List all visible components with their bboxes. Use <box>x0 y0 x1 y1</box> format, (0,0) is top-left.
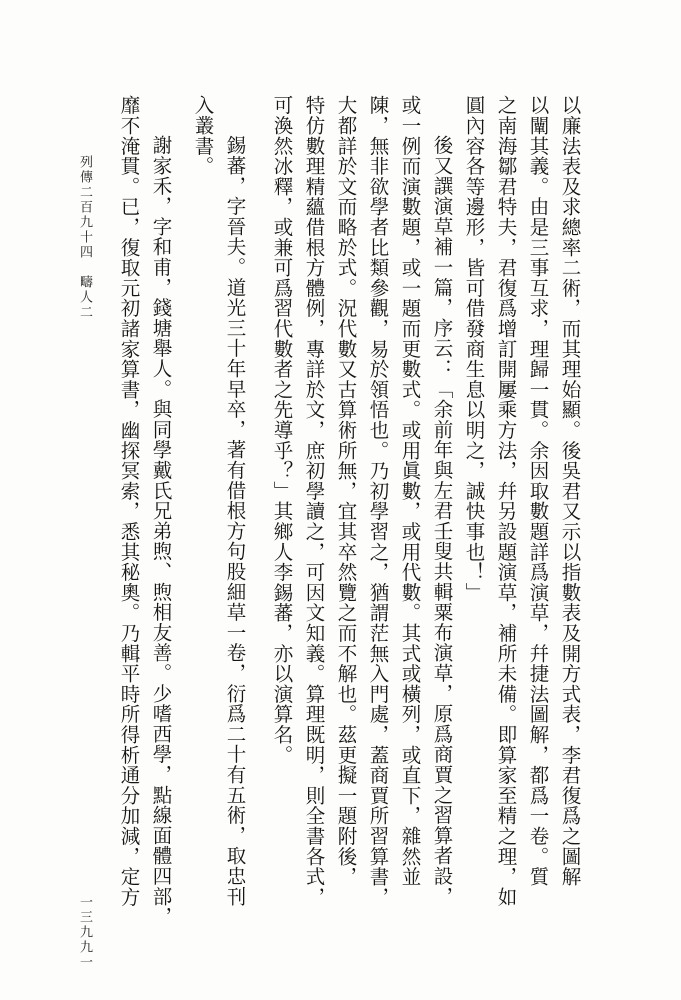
text-column: 之南海鄒君特夫，君復爲增訂開屢乘方法，幷另設題演草，補所未備。即算家至精之理，如 <box>494 95 518 907</box>
text-column: 可渙然冰釋，或兼可爲習代數者之先導乎？」其鄉人李錫蕃，亦以演算名。 <box>270 95 294 765</box>
text-column: 特仿數理精蘊借根方體例，專詳於文，庶初學讀之，可因文知義。算理既明，則全書各式， <box>302 95 326 907</box>
text-column: 後又譔演草補一篇，序云：「余前年與左君壬叟共輯粟布演草，原爲商賈之習算者設， <box>430 135 454 907</box>
chapter-heading: 列傳二百九十四 疇人二 <box>77 155 92 320</box>
text-column: 謝家禾，字和甫，錢塘舉人。與同學戴氏兄弟煦、煦相友善。少嗜西學，點線面體四部， <box>149 135 173 927</box>
text-column: 陳，無非欲學者比類參觀，易於領悟也。乃初學習之，猶謂茫無入門處，蓋商賈所習算書， <box>366 95 390 907</box>
text-column: 以廉法表及求總率二術，而其理始顯。後吳君又示以指數表及開方式表，李君復爲之圖解 <box>558 95 582 887</box>
text-column: 入叢書。 <box>191 95 215 177</box>
page-number: 一三九九一 <box>77 895 92 970</box>
text-column: 或一例而演數題，或一題而更數式。或用眞數，或用代數。其式或橫列，或直下，雜然並 <box>398 95 422 887</box>
text-column: 錫蕃，字晉夫。道光三十年早卒，著有借根方句股細草一卷，衍爲二十有五術，取忠刊 <box>223 135 247 907</box>
text-column: 圓內容各等邊形，皆可借發商生息以明之，誠快事也！」 <box>462 95 486 603</box>
text-column: 靡不淹貫。已，復取元初諸家算書，幽探冥索，悉其秘奧。乃輯平時所得析通分加減，定方 <box>117 95 141 907</box>
text-column: 大都詳於文而略於式。況代數又古算術所無，宜其卒然覽之而不解也。茲更擬一題附後， <box>334 95 358 887</box>
text-column: 以闡其義。由是三事互求，理歸一貫。余因取數題詳爲演草，幷捷法圖解，都爲一卷。質 <box>526 95 550 887</box>
